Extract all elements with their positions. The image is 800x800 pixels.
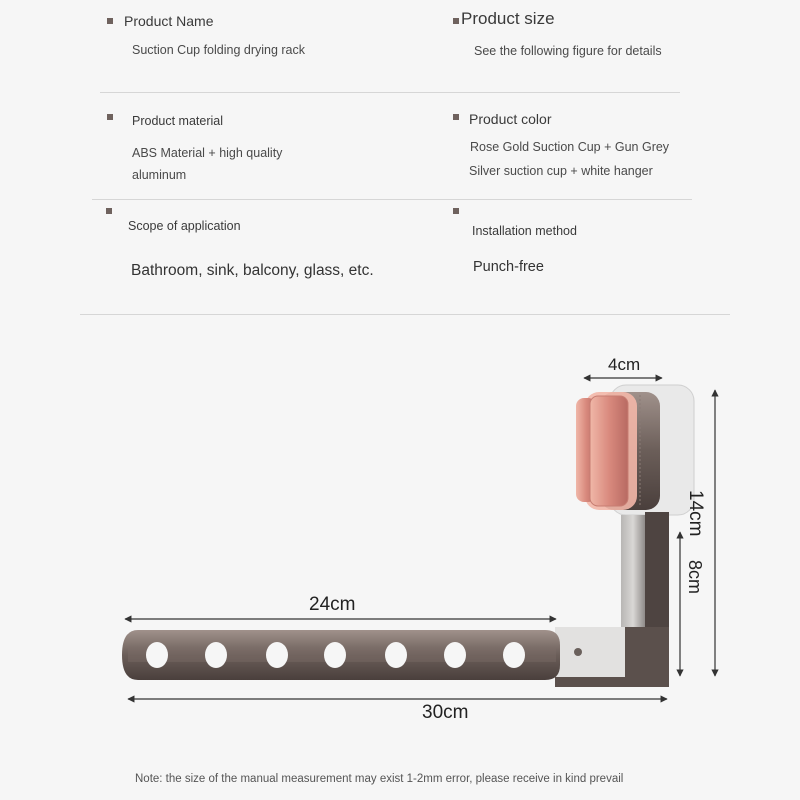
product-material-line-2: aluminum: [132, 168, 187, 182]
product-size-label: Product size: [461, 9, 555, 28]
product-material-line-1: ABS Material + high quality: [132, 146, 283, 160]
product-color-line-1: Rose Gold Suction Cup + Gun Grey: [470, 140, 670, 154]
product-name-label: Product Name: [124, 13, 214, 29]
installation-value: Punch-free: [473, 259, 544, 275]
installation-label: Installation method: [472, 224, 577, 238]
product-size-value: See the following figure for details: [474, 44, 662, 58]
scope-value: Bathroom, sink, balcony, glass, etc.: [131, 262, 374, 279]
measurement-note: Note: the size of the manual measurement may exist 1-2mm error, please receive in kind prevail: [135, 773, 624, 785]
dim-label-width-top: 4cm: [608, 355, 641, 374]
scope-label: Scope of application: [128, 219, 241, 233]
suction-cup: [576, 385, 694, 515]
product-name-value: Suction Cup folding drying rack: [132, 43, 306, 57]
product-color-line-2: Silver suction cup + white hanger: [469, 164, 653, 178]
dim-label-rack-length: 24cm: [309, 594, 356, 615]
dim-label-total-length: 30cm: [422, 702, 469, 723]
product-material-label: Product material: [132, 114, 224, 128]
dim-label-height-arm: 8cm: [685, 560, 705, 595]
product-color-label: Product color: [469, 111, 552, 127]
dim-label-height-total: 14cm: [685, 490, 706, 537]
hinge-block: [555, 627, 669, 687]
